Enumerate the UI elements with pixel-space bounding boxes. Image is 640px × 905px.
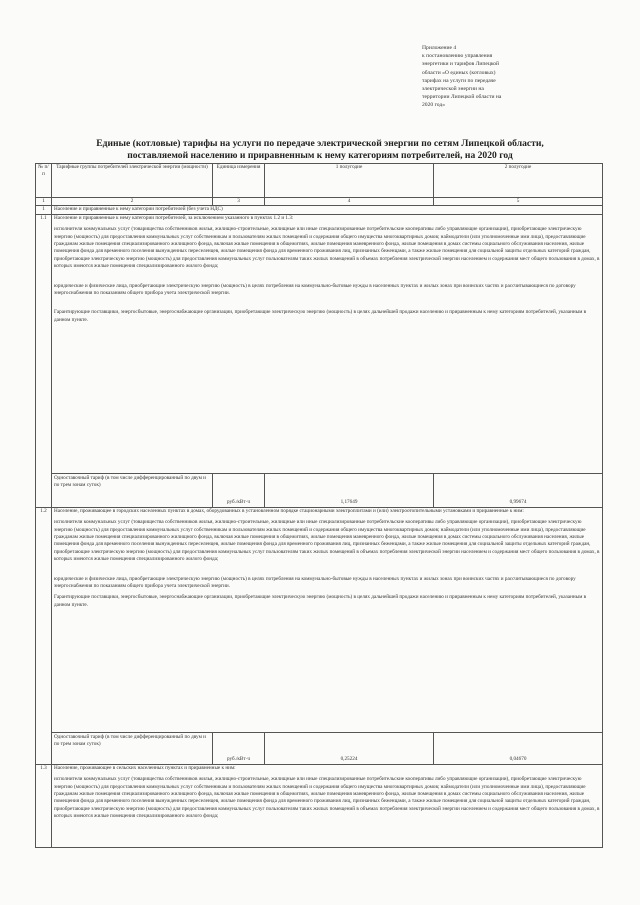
appendix-line: территории Липецкой области на (422, 94, 502, 101)
header-half-2: 2 полугодие (434, 164, 603, 198)
row-1-3-num: 1.3 (36, 764, 52, 847)
header-unit: Единица измерения (213, 164, 265, 198)
row-1-1-description (52, 214, 603, 473)
title-line-1: Единые (котловые) тарифы на услуги по передаче электрической энергии по сетям Липецкой области, (96, 138, 544, 149)
row-1 (36, 206, 603, 214)
row-1-1 (36, 214, 603, 473)
title-line-2: поставляемой населению и приравненным к нему категориям потребителей, на 2020 год (127, 150, 513, 161)
row-1-1-para: исполнители коммунальных услуг (товарищества собственников жилья, жилищно-строительные, жилищные или иные специализированные потребительские кооперативы либо управляющие организации), приобретающие электрическую энергию (мощность) для предоставления коммунальных услуг собственникам и пользователям жилых помещений и содержания общего имущества многоквартирных домов; наймодатели (или уполномоченные ими лица), предоставляющие гражданам жилые помещения специализированного жилищного фонда, включая жилые помещения в общежитиях, жилые помещения маневренного фонда, жилые помещения в домах системы социального обслуживания населения, жилые помещения фонда для временного поселения вынужденных переселенцев, жилые помещения фонда для временного проживания лиц, признанных беженцами, а также жилые помещения для социальной защиты отдельных категорий граждан, приобретающие электрическую энергию (мощность) для предоставления коммунальных услуг пользователям таких жилых помещений в объемах потребления электрической энергии населением и содержания мест общего пользования в домах, в которых имеются жилые помещения специализированного жилого фонда; (54, 226, 600, 270)
appendix-line: электрической энергии на (422, 86, 484, 93)
tariff-table (35, 163, 603, 848)
row-1-text: Население и приравненные к нему категории потребителей (без учета НДС) (52, 206, 603, 214)
row-1-1-para: Население и приравненные к нему категории потребителей, за исключением указанного в пунктах 1.2 и 1.3: (54, 214, 294, 221)
row-1-num: 1 (36, 206, 52, 214)
row-1-2-para: исполнители коммунальных услуг (товарищества собственников жилья, жилищно-строительные, жилищные или иные специализированные потребительские кооперативы либо управляющие организации), приобретающие электрическую энергию (мощность) для предоставления коммунальных услуг собственникам и пользователям жилых помещений и содержания общего имущества многоквартирных домов; наймодатели (или уполномоченные ими лица), предоставляющие гражданам жилые помещения специализированного жилищного фонда, включая жилые помещения в общежитиях, жилые помещения маневренного фонда, жилые помещения в домах системы социального обслуживания населения, жилые помещения фонда для временного поселения вынужденных переселенцев, жилые помещения фонда для временного проживания лиц, признанных беженцами, а также жилые помещения для социальной защиты отдельных категорий граждан, приобретающие электрическую энергию (мощность) для предоставления коммунальных услуг пользователям таких жилых помещений в объемах потребления электрической энергии населением и содержания мест общего пользования в домах, в которых имеются жилые помещения специализированного жилого фонда; (54, 519, 600, 563)
row-1-1-value-h2: 0,99674 (434, 473, 603, 507)
appendix-line: к постановлению управления (422, 53, 493, 60)
header-group: Тарифные группы потребителей электрической энергии (мощности) (52, 164, 213, 198)
row-1-2-value-h2: 0,04670 (434, 732, 603, 764)
index-row (36, 198, 603, 206)
row-1-3-description (52, 764, 603, 847)
header-num: № п/п (36, 164, 52, 198)
row-1-2-value-h1: 0,25224 (265, 732, 434, 764)
row-1-1-value-h1: 1,17649 (265, 473, 434, 507)
row-1-1-para: юридические и физические лица, приобретающие электрическую энергию (мощность) в целях потребления на коммунально-бытовые нужды в населенных пунктах и жилых зонах при воинских частях и рассчитывающиеся по договору энергоснабжения по показаниям общего прибора учета электрической энергии. (54, 282, 576, 297)
row-1-1-tariff (36, 473, 603, 507)
index-cell: 2 (52, 198, 213, 206)
row-1-3-para: Население, проживающее в сельских населенных пунктах и приравненные к ним: (54, 764, 236, 771)
row-1-1-tariff-label: Одноставочный тариф (в том числе дифференцированный по двум и по трем зонам суток) (52, 473, 213, 507)
row-1-2-tariff-label: Одноставочный тариф (в том числе дифференцированный по двум и по трем зонам суток) (52, 732, 213, 764)
row-1-3-para: исполнители коммунальных услуг (товарищества собственников жилья, жилищно-строительные, жилищные или иные специализированные потребительские кооперативы либо управляющие организации), приобретающие электрическую энергию (мощность) для предоставления коммунальных услуг собственникам и пользователям жилых помещений и содержания общего имущества многоквартирных домов; наймодатели (или уполномоченные ими лица), предоставляющие гражданам жилые помещения специализированного жилищного фонда, включая жилые помещения в общежитиях, жилые помещения маневренного фонда, жилые помещения в домах системы социального обслуживания населения, жилые помещения фонда для временного поселения вынужденных переселенцев, жилые помещения фонда для временного проживания лиц, признанных беженцами, а также жилые помещения для социальной защиты отдельных категорий граждан, приобретающие электрическую энергию (мощность) для предоставления коммунальных услуг пользователям таких жилых помещений в объемах потребления электрической энергии населением и содержания мест общего пользования в домах, в которых имеются жилые помещения специализированного жилого фонда; (54, 776, 600, 820)
row-1-3 (36, 764, 603, 847)
appendix-note (422, 44, 590, 110)
header-half-1: 1 полугодие (265, 164, 434, 198)
row-1-2-tariff (36, 732, 603, 764)
appendix-line: 2020 год» (422, 102, 446, 109)
header-row (36, 164, 603, 198)
appendix-line: области «О единых (котловых) (422, 69, 496, 76)
row-1-1-num: 1.1 (36, 214, 52, 507)
row-1-2-para: Гарантирующие поставщики, энергосбытовые, энергоснабжающие организации, приобретающие электрическую энергию (мощность) в целях дальнейшей продажи населению и приравненным к нему категориям потребителей, указанным в данном пункте. (54, 594, 587, 608)
index-cell: 3 (213, 198, 265, 206)
row-1-1-para: Гарантирующие поставщики, энергосбытовые, энергоснабжающие организации, приобретающие электрическую энергию (мощность) в целях дальнейшей продажи населению и приравненным к нему категориям потребителей, указанным в данном пункте. (54, 309, 587, 323)
appendix-line: Приложение 4 (422, 45, 457, 51)
row-1-2 (36, 507, 603, 732)
row-1-2-num: 1.2 (36, 507, 52, 764)
index-cell: 4 (265, 198, 434, 206)
row-1-1-unit: руб./кВт·ч (213, 473, 265, 507)
document-title (40, 138, 600, 162)
row-1-2-unit: руб./кВт·ч (213, 732, 265, 764)
row-1-2-para: Население, проживающее в городских населенных пунктах в домах, оборудованных в установленном порядке стационарными электроплитами и (или) электроотопительными установками и приравненные к ним: (54, 507, 524, 514)
appendix-line: тарифах на услуги по передаче (422, 77, 496, 84)
index-cell: 5 (434, 198, 603, 206)
index-cell: 1 (36, 198, 52, 206)
row-1-2-description (52, 507, 603, 732)
appendix-line: энергетики и тарифов Липецкой (422, 61, 500, 68)
row-1-2-para: юридические и физические лица, приобретающие электрическую энергию (мощность) в целях потребления на коммунально-бытовые нужды в населенных пунктах и жилых зонах при воинских частях и рассчитывающиеся по договору энергоснабжения по показаниям общего прибора учета электрической энергии. (54, 575, 576, 590)
